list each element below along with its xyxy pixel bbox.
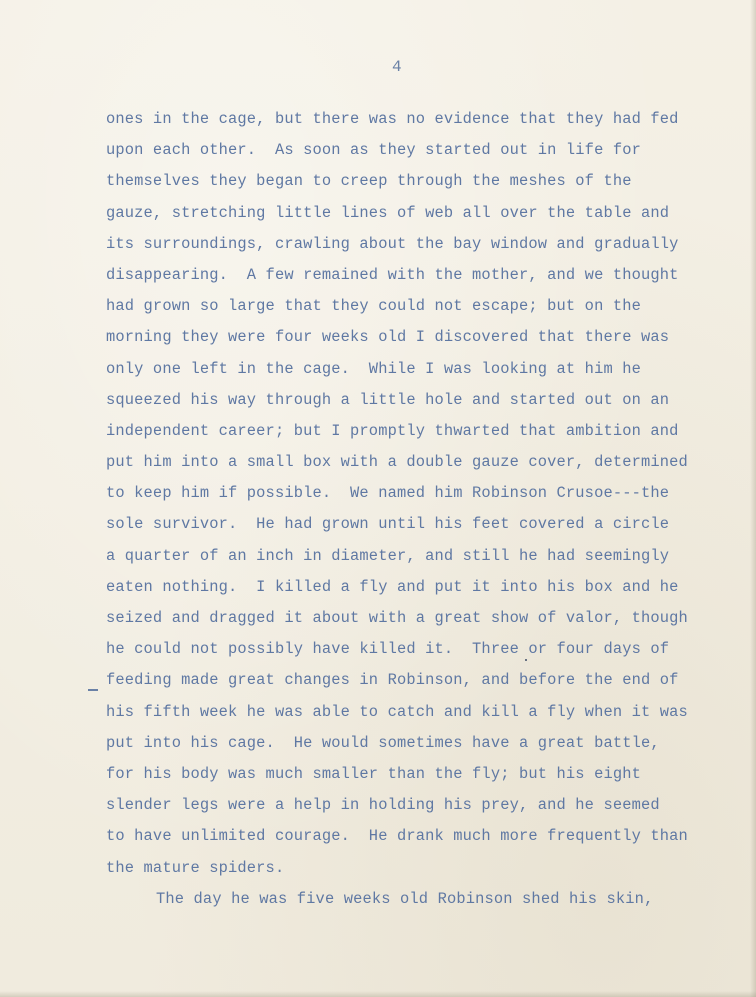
text-line: seized and dragged it about with a great show of valor, though <box>106 609 688 627</box>
paper-edge-right <box>750 0 756 997</box>
text-line: upon each other. As soon as they started out in life for <box>106 141 641 160</box>
ink-dot-mark <box>525 659 527 661</box>
text-line: put him into a small box with a double gauze cover, determined <box>106 453 688 472</box>
text-line: he could not possibly have killed it. Three or four days of <box>106 640 670 659</box>
text-line: morning they were four weeks old I discovered that there was <box>106 328 670 347</box>
text-line: ones in the cage, but there was no evidence that they had fed <box>106 110 679 128</box>
text-line: put into his cage. He would sometimes have a great battle, <box>106 733 660 752</box>
paragraph-start-line: The day he was five weeks old Robinson shed his skin, <box>156 889 654 908</box>
text-line: gauze, stretching little lines of web all over the table and <box>106 203 670 222</box>
text-line: its surroundings, crawling about the bay window and gradually <box>106 234 679 253</box>
text-line: to have unlimited courage. He drank much more frequently than <box>106 827 688 846</box>
text-line: had grown so large that they could not escape; but on the <box>106 297 641 316</box>
text-line: to keep him if possible. We named him Robinson Crusoe---the <box>106 484 670 503</box>
text-line: eaten nothing. I killed a fly and put it into his box and he <box>106 577 679 596</box>
text-line: themselves they began to creep through the meshes of the <box>106 172 632 191</box>
text-line: slender legs were a help in holding his prey, and he seemed <box>106 796 660 815</box>
margin-dash-mark <box>88 689 98 691</box>
text-line: only one left in the cage. While I was looking at him he <box>106 359 641 378</box>
text-line: feeding made great changes in Robinson, and before the end of <box>106 671 679 690</box>
page-number: 4 <box>392 58 402 76</box>
text-line: squeezed his way through a little hole and started out on an <box>106 390 670 409</box>
text-line: a quarter of an inch in diameter, and still he had seemingly <box>106 546 670 565</box>
text-line: disappearing. A few remained with the mother, and we thought <box>106 265 679 284</box>
body-text <box>106 104 706 915</box>
text-line: sole survivor. He had grown until his feet covered a circle <box>106 515 670 534</box>
text-line: independent career; but I promptly thwarted that ambition and <box>106 421 679 440</box>
text-line: the mature spiders. <box>106 858 285 877</box>
paper-edge-bottom <box>0 991 756 997</box>
text-line: his fifth week he was able to catch and kill a fly when it was <box>106 702 688 721</box>
text-line: for his body was much smaller than the fly; but his eight <box>106 764 641 783</box>
